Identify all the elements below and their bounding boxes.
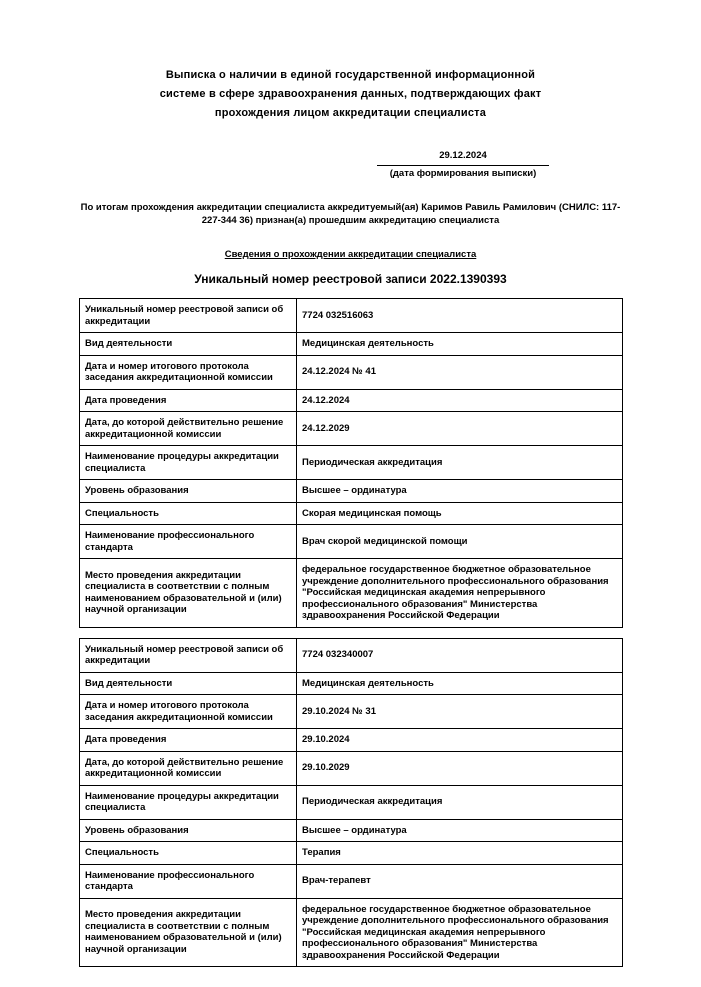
table-row bbox=[80, 638, 623, 672]
row-value: Периодическая аккредитация bbox=[297, 785, 623, 819]
row-value: Скорая медицинская помощь bbox=[297, 502, 623, 525]
row-label: Дата и номер итогового протокола заседания аккредитационной комиссии bbox=[80, 695, 297, 729]
row-label: Специальность bbox=[80, 502, 297, 525]
row-value: Врач скорой медицинской помощи bbox=[297, 525, 623, 559]
row-value: Периодическая аккредитация bbox=[297, 446, 623, 480]
row-label: Дата проведения bbox=[80, 729, 297, 752]
table-row bbox=[80, 559, 623, 628]
row-label: Наименование процедуры аккредитации специалиста bbox=[80, 785, 297, 819]
row-value: Медицинская деятельность bbox=[297, 672, 623, 695]
row-label: Дата и номер итогового протокола заседания аккредитационной комиссии bbox=[80, 355, 297, 389]
table-row bbox=[80, 480, 623, 503]
row-label: Наименование процедуры аккредитации специалиста bbox=[80, 446, 297, 480]
table-row bbox=[80, 898, 623, 967]
accreditation-intro-paragraph: По итогам прохождения аккредитации специалиста аккредитуемый(ая) Каримов Равиль Рамилович (СНИЛС: 117-227-344 36) признан(а) прошедшим аккредитацию специалиста bbox=[80, 202, 621, 226]
table-row bbox=[80, 785, 623, 819]
row-label: Уникальный номер реестровой записи об аккредитации bbox=[80, 299, 297, 333]
document-title-line-2: системе в сфере здравоохранения данных, подтверждающих факт bbox=[159, 88, 542, 100]
row-value: 7724 032340007 bbox=[297, 638, 623, 672]
formation-date-caption: (дата формирования выписки) bbox=[389, 168, 537, 179]
formation-date-value: 29.12.2024 bbox=[377, 150, 549, 166]
row-label: Уникальный номер реестровой записи об аккредитации bbox=[80, 638, 297, 672]
table-row bbox=[80, 819, 623, 842]
row-value: 29.10.2029 bbox=[297, 751, 623, 785]
row-label: Место проведения аккредитации специалиста в соответствии с полным наименованием образовательной и (или) научной организации bbox=[80, 559, 297, 628]
row-label: Вид деятельности bbox=[80, 333, 297, 356]
table-row bbox=[80, 525, 623, 559]
formation-date-block bbox=[377, 150, 549, 180]
row-value: федеральное государственное бюджетное образовательное учреждение дополнительного профессионального образования "Российская медицинская академия непрерывного профессионального образования" Министерства здравоохранения Российской Федерации bbox=[297, 559, 623, 628]
row-label: Уровень образования bbox=[80, 480, 297, 503]
table-row bbox=[80, 502, 623, 525]
row-label: Место проведения аккредитации специалиста в соответствии с полным наименованием образовательной и (или) научной организации bbox=[80, 898, 297, 967]
table-row bbox=[80, 412, 623, 446]
accreditation-table-1 bbox=[79, 298, 623, 628]
table-row bbox=[80, 729, 623, 752]
row-value: 29.10.2024 bbox=[297, 729, 623, 752]
table-row bbox=[80, 672, 623, 695]
row-label: Наименование профессионального стандарта bbox=[80, 525, 297, 559]
table-row bbox=[80, 299, 623, 333]
table-row bbox=[80, 355, 623, 389]
row-value: 24.12.2029 bbox=[297, 412, 623, 446]
row-label: Дата проведения bbox=[80, 389, 297, 412]
row-label: Дата, до которой действительно решение аккредитационной комиссии bbox=[80, 412, 297, 446]
accreditation-table-2 bbox=[79, 638, 623, 968]
row-value: Медицинская деятельность bbox=[297, 333, 623, 356]
table-row bbox=[80, 446, 623, 480]
row-value: Высшее – ординатура bbox=[297, 480, 623, 503]
row-value: 24.12.2024 № 41 bbox=[297, 355, 623, 389]
row-value: Врач-терапевт bbox=[297, 864, 623, 898]
table-row bbox=[80, 333, 623, 356]
row-label: Вид деятельности bbox=[80, 672, 297, 695]
row-value: 24.12.2024 bbox=[297, 389, 623, 412]
row-label: Специальность bbox=[80, 842, 297, 865]
row-value: 7724 032516063 bbox=[297, 299, 623, 333]
document-title-line-1: Выписка о наличии в единой государственной информационной bbox=[165, 69, 536, 81]
row-label: Наименование профессионального стандарта bbox=[80, 864, 297, 898]
table-row bbox=[80, 389, 623, 412]
row-label: Дата, до которой действительно решение аккредитационной комиссии bbox=[80, 751, 297, 785]
row-value: Терапия bbox=[297, 842, 623, 865]
row-value: Высшее – ординатура bbox=[297, 819, 623, 842]
table-row bbox=[80, 842, 623, 865]
registry-number-heading: Уникальный номер реестровой записи 2022.1390393 bbox=[194, 272, 507, 286]
table-row bbox=[80, 751, 623, 785]
row-value: 29.10.2024 № 31 bbox=[297, 695, 623, 729]
document-title bbox=[79, 66, 622, 123]
section-heading: Сведения о прохождении аккредитации специалиста bbox=[224, 249, 477, 260]
table-row bbox=[80, 864, 623, 898]
row-value: федеральное государственное бюджетное образовательное учреждение дополнительного профессионального образования "Российская медицинская академия непрерывного профессионального образования" Министерства здравоохранения Российской Федерации bbox=[297, 898, 623, 967]
row-label: Уровень образования bbox=[80, 819, 297, 842]
table-row bbox=[80, 695, 623, 729]
document-title-line-3: прохождения лицом аккредитации специалиста bbox=[214, 107, 487, 119]
